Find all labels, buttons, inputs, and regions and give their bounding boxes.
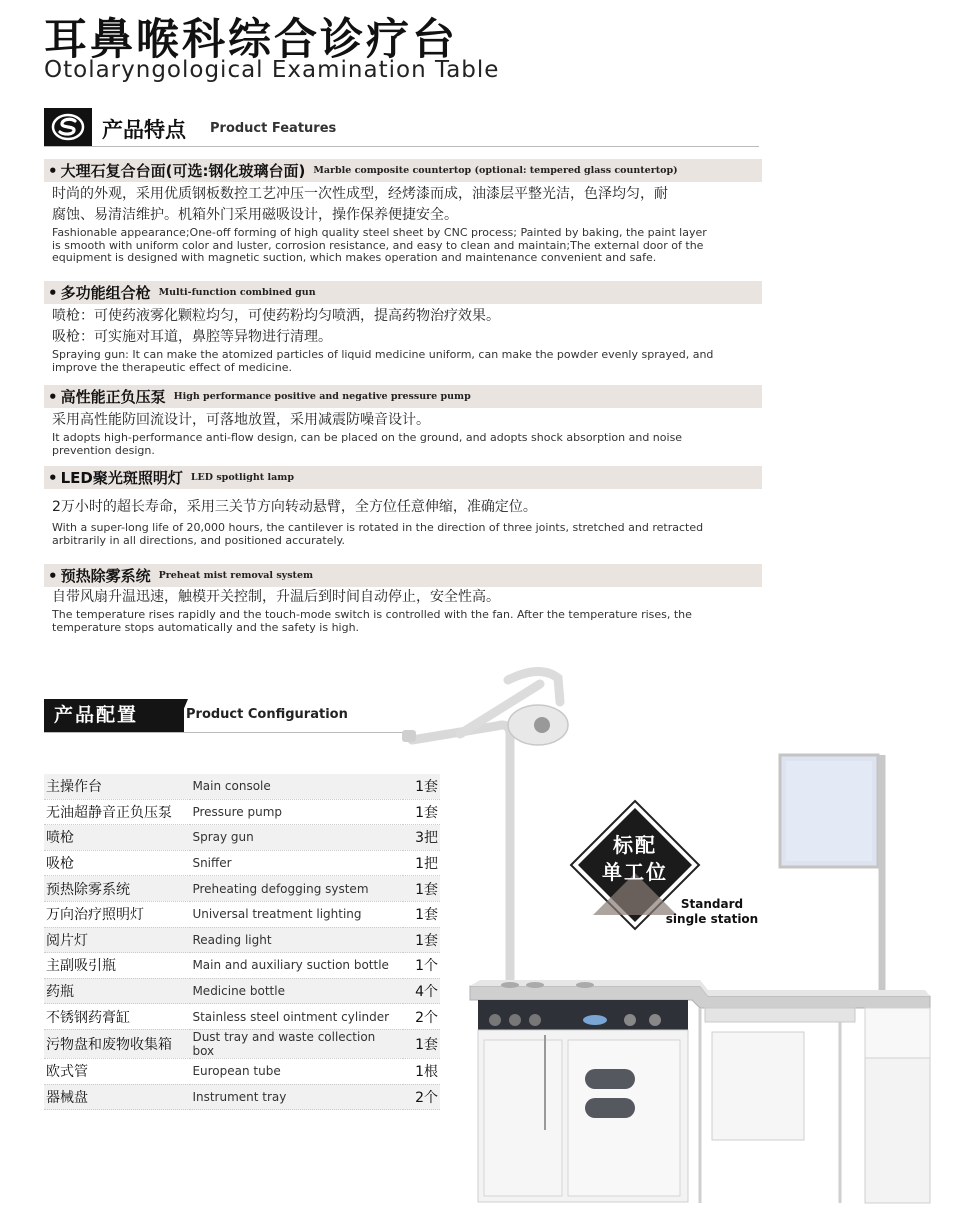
feature-title-en: Marble composite countertop (optional: tempered glass countertop) bbox=[313, 165, 678, 176]
table-row: 吸枪 Sniffer 1把 bbox=[44, 850, 440, 876]
table-row: 污物盘和废物收集箱 Dust tray and waste collection box 1套 bbox=[46, 1029, 438, 1058]
s-logo-icon bbox=[51, 112, 85, 142]
table-row: 主操作台 Main console 1套 bbox=[44, 774, 440, 799]
feature-title-cn: 多功能组合枪 bbox=[60, 284, 151, 302]
feature-title-en: LED spotlight lamp bbox=[190, 472, 294, 483]
table-row: 不锈钢药膏缸 Stainless steel ointment cylinder 2个 bbox=[44, 1004, 440, 1030]
table-row: 药瓶 Medicine bottle 4个 bbox=[44, 978, 440, 1004]
feature-combined-gun bbox=[44, 281, 762, 374]
feature-bar: • 多功能组合枪 Multi-function combined gun bbox=[44, 281, 762, 304]
section-divider bbox=[44, 732, 404, 733]
feature-text-en: Spraying gun: It can make the atomized particles of liquid medicine uniform, can make the powder evenly sprayed, and improve the therapeutic effect of medicine. bbox=[52, 348, 714, 374]
brand-logo bbox=[44, 108, 92, 146]
feature-text-cn: 采用高性能防回流设计，可落地放置，采用减震防噪音设计。 bbox=[52, 412, 430, 428]
badge-label-cn: 标配 单工位 bbox=[602, 833, 668, 884]
feature-text-en: It adopts high-performance anti-flow design, can be placed on the ground, and adopts shock absorption and noise prevention design. bbox=[52, 431, 683, 457]
features-subtitle: Product Features bbox=[210, 121, 337, 136]
section-divider bbox=[44, 146, 759, 147]
config-subtitle: Product Configuration bbox=[186, 707, 348, 722]
lamp-arm bbox=[412, 725, 510, 980]
feature-text-en: The temperature rises rapidly and the touch-mode switch is controlled with the fan. After the temperature rises, the temperature stops automatically and the safety is high. bbox=[52, 608, 692, 634]
table-row: 器械盘 Instrument tray 2个 bbox=[44, 1084, 440, 1110]
feature-led-lamp bbox=[44, 466, 762, 547]
config-title: 产品配置 bbox=[44, 699, 184, 732]
feature-title-cn: LED聚光斑照明灯 bbox=[60, 469, 183, 487]
lamp-lens bbox=[534, 717, 550, 733]
page-title: 耳鼻喉科综合诊疗台 bbox=[44, 15, 458, 65]
feature-title-cn: 大理石复合台面(可选:钢化玻璃台面) bbox=[60, 162, 306, 180]
table-row: 万向治疗照明灯 Universal treatment lighting 1套 bbox=[44, 901, 440, 927]
feature-title-cn: 预热除雾系统 bbox=[60, 567, 151, 585]
feature-text-cn: 自带风扇升温迅速，触模开关控制，升温后到时间自动停止，安全性高。 bbox=[52, 589, 500, 605]
feature-bar: • 预热除雾系统 Preheat mist removal system bbox=[44, 564, 762, 587]
feature-text-en: With a super-long life of 20,000 hours, the cantilever is rotated in the direction of three joints, stretched and retracted arbitrarily in all directions, and positioned accurately. bbox=[52, 521, 704, 547]
table-row: 喷枪 Spray gun 3把 bbox=[44, 825, 440, 851]
features-title: 产品特点 bbox=[102, 118, 186, 142]
feature-bar: • 高性能正负压泵 High performance positive and negative pressure pump bbox=[44, 385, 762, 408]
feature-title-en: High performance positive and negative pressure pump bbox=[173, 391, 471, 402]
feature-bar: • LED聚光斑照明灯 LED spotlight lamp bbox=[44, 466, 762, 489]
feature-text-cn: 时尚的外观，采用优质钢板数控工艺冲压一次性成型，经烤漆而成，油漆层平整光洁，色泽均匀，耐 腐蚀、易清洁维护。机箱外门采用磁吸设计，操作保养便捷安全。 bbox=[52, 186, 668, 223]
feature-mist-removal bbox=[44, 564, 762, 634]
exam-table-illustration bbox=[400, 660, 940, 1210]
drawer bbox=[705, 1008, 855, 1022]
table-row: 阅片灯 Reading light 1套 bbox=[44, 927, 440, 953]
feature-pressure-pump bbox=[44, 385, 762, 457]
table-row: 欧式管 European tube 1根 bbox=[44, 1058, 440, 1084]
feature-bar: • 大理石复合台面(可选:钢化玻璃台面) Marble composite countertop (optional: tempered glass countertop) bbox=[44, 159, 762, 182]
page-subtitle: Otolaryngological Examination Table bbox=[44, 57, 500, 83]
feature-title-en: Multi-function combined gun bbox=[158, 287, 316, 298]
feature-text-en: Fashionable appearance;One-off forming of high quality steel sheet by CNC process; Painted by baking, the paint layer is smooth with uniform color and luster, corrosion resistance, and easy to clean and maintain;The external door of the equipment is designed with magnetic suction, which makes operation and maintenance convenient and safe. bbox=[52, 226, 707, 264]
feature-title-en: Preheat mist removal system bbox=[158, 570, 314, 581]
feature-countertop bbox=[44, 159, 762, 265]
feature-text-cn: 2万小时的超长寿命，采用三关节方向转动悬臂，全方位任意伸缩，准确定位。 bbox=[52, 499, 537, 515]
table-row: 预热除雾系统 Preheating defogging system 1套 bbox=[44, 876, 440, 902]
feature-title-cn: 高性能正负压泵 bbox=[60, 388, 166, 406]
badge-label-en: Standard single station bbox=[665, 897, 759, 926]
config-table bbox=[44, 774, 440, 1110]
feature-text-cn: 喷枪：可使药液雾化颗粒均匀，可使药粉均匀喷洒，提高药物治疗效果。 吸枪：可实施对耳道，鼻腔等异物进行清理。 bbox=[52, 308, 500, 345]
table-row: 主副吸引瓶 Main and auxiliary suction bottle 1个 bbox=[44, 953, 440, 979]
table-row: 无油超静音正负压泵 Pressure pump 1套 bbox=[44, 799, 440, 825]
